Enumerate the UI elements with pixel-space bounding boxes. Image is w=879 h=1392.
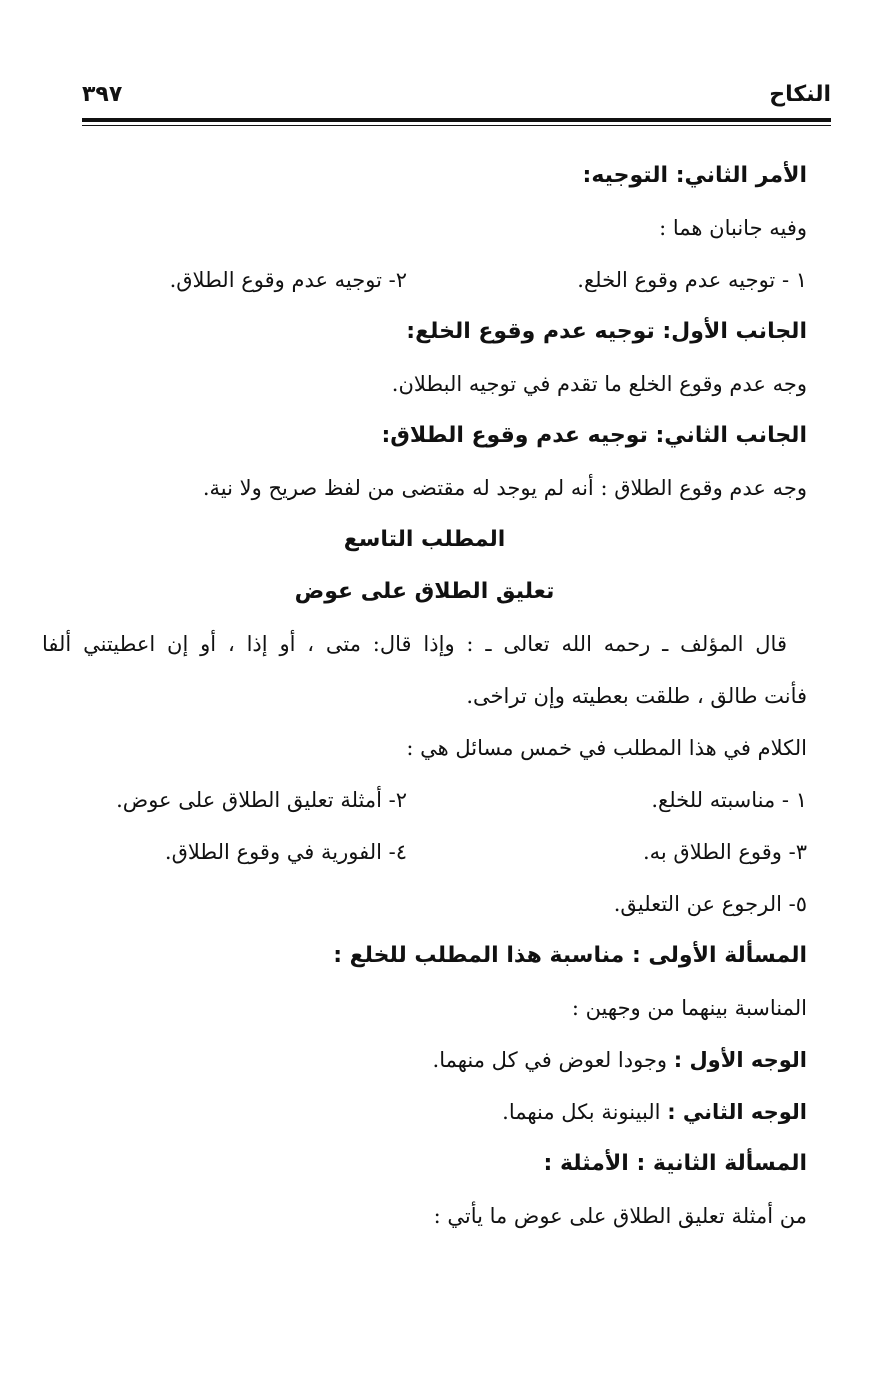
section-subtitle: تعليق الطلاق على عوض [294, 579, 555, 604]
aspect-text: البينونة بكل منهما. [502, 1100, 668, 1124]
list-row [42, 774, 807, 826]
page-body [42, 150, 807, 1242]
paragraph: وفيه جانبان هما : [659, 216, 807, 240]
page-number: ٣٩٧ [82, 82, 123, 107]
list-item: ٤- الفورية في وقوع الطلاق. [164, 840, 407, 864]
heading-first-side: الجانب الأول: توجيه عدم وقوع الخلع: [406, 319, 807, 344]
chapter-title: النكاح [769, 82, 831, 107]
heading-second-side: الجانب الثاني: توجيه عدم وقوع الطلاق: [381, 423, 807, 448]
quote-line: قال المؤلف ـ رحمه الله تعالى ـ : وإذا قال: متى ، أو إذا ، أو إن اعطيتني ألفا [42, 632, 787, 656]
list-row [42, 254, 807, 306]
aspect-line [42, 1086, 807, 1138]
paragraph: من أمثلة تعليق الطلاق على عوض ما يأتي : [433, 1204, 807, 1228]
list-item: ٢- توجيه عدم وقوع الطلاق. [169, 268, 407, 292]
aspect-text: وجودا لعوض في كل منهما. [432, 1048, 674, 1072]
list-item: ٢- أمثلة تعليق الطلاق على عوض. [116, 788, 407, 812]
list-item: ٥- الرجوع عن التعليق. [613, 892, 807, 916]
header-rule-thin [82, 125, 831, 126]
heading-second-issue: المسألة الثانية : الأمثلة : [543, 1151, 807, 1176]
heading-second-matter: الأمر الثاني: التوجيه: [582, 163, 807, 188]
section-title: المطلب التاسع [343, 527, 506, 552]
list-item: ١ - توجيه عدم وقوع الخلع. [577, 268, 807, 292]
running-header [82, 82, 831, 118]
list-item: ١ - مناسبته للخلع. [651, 788, 807, 812]
aspect-lead: الوجه الثاني : [667, 1100, 807, 1124]
paragraph: الكلام في هذا المطلب في خمس مسائل هي : [406, 736, 807, 760]
paragraph: وجه عدم وقوع الخلع ما تقدم في توجيه البطلان. [391, 372, 807, 396]
paragraph: وجه عدم وقوع الطلاق : أنه لم يوجد له مقتضى من لفظ صريح ولا نية. [202, 476, 807, 500]
aspect-line [42, 1034, 807, 1086]
paragraph: المناسبة بينهما من وجهين : [571, 996, 807, 1020]
aspect-lead: الوجه الأول : [673, 1048, 807, 1072]
list-row [42, 826, 807, 878]
header-rule-thick [82, 118, 831, 122]
quote-line: فأنت طالق ، طلقت بعطيته وإن تراخى. [466, 684, 807, 708]
heading-first-issue: المسألة الأولى : مناسبة هذا المطلب للخلع : [333, 943, 807, 968]
list-item: ٣- وقوع الطلاق به. [642, 840, 807, 864]
